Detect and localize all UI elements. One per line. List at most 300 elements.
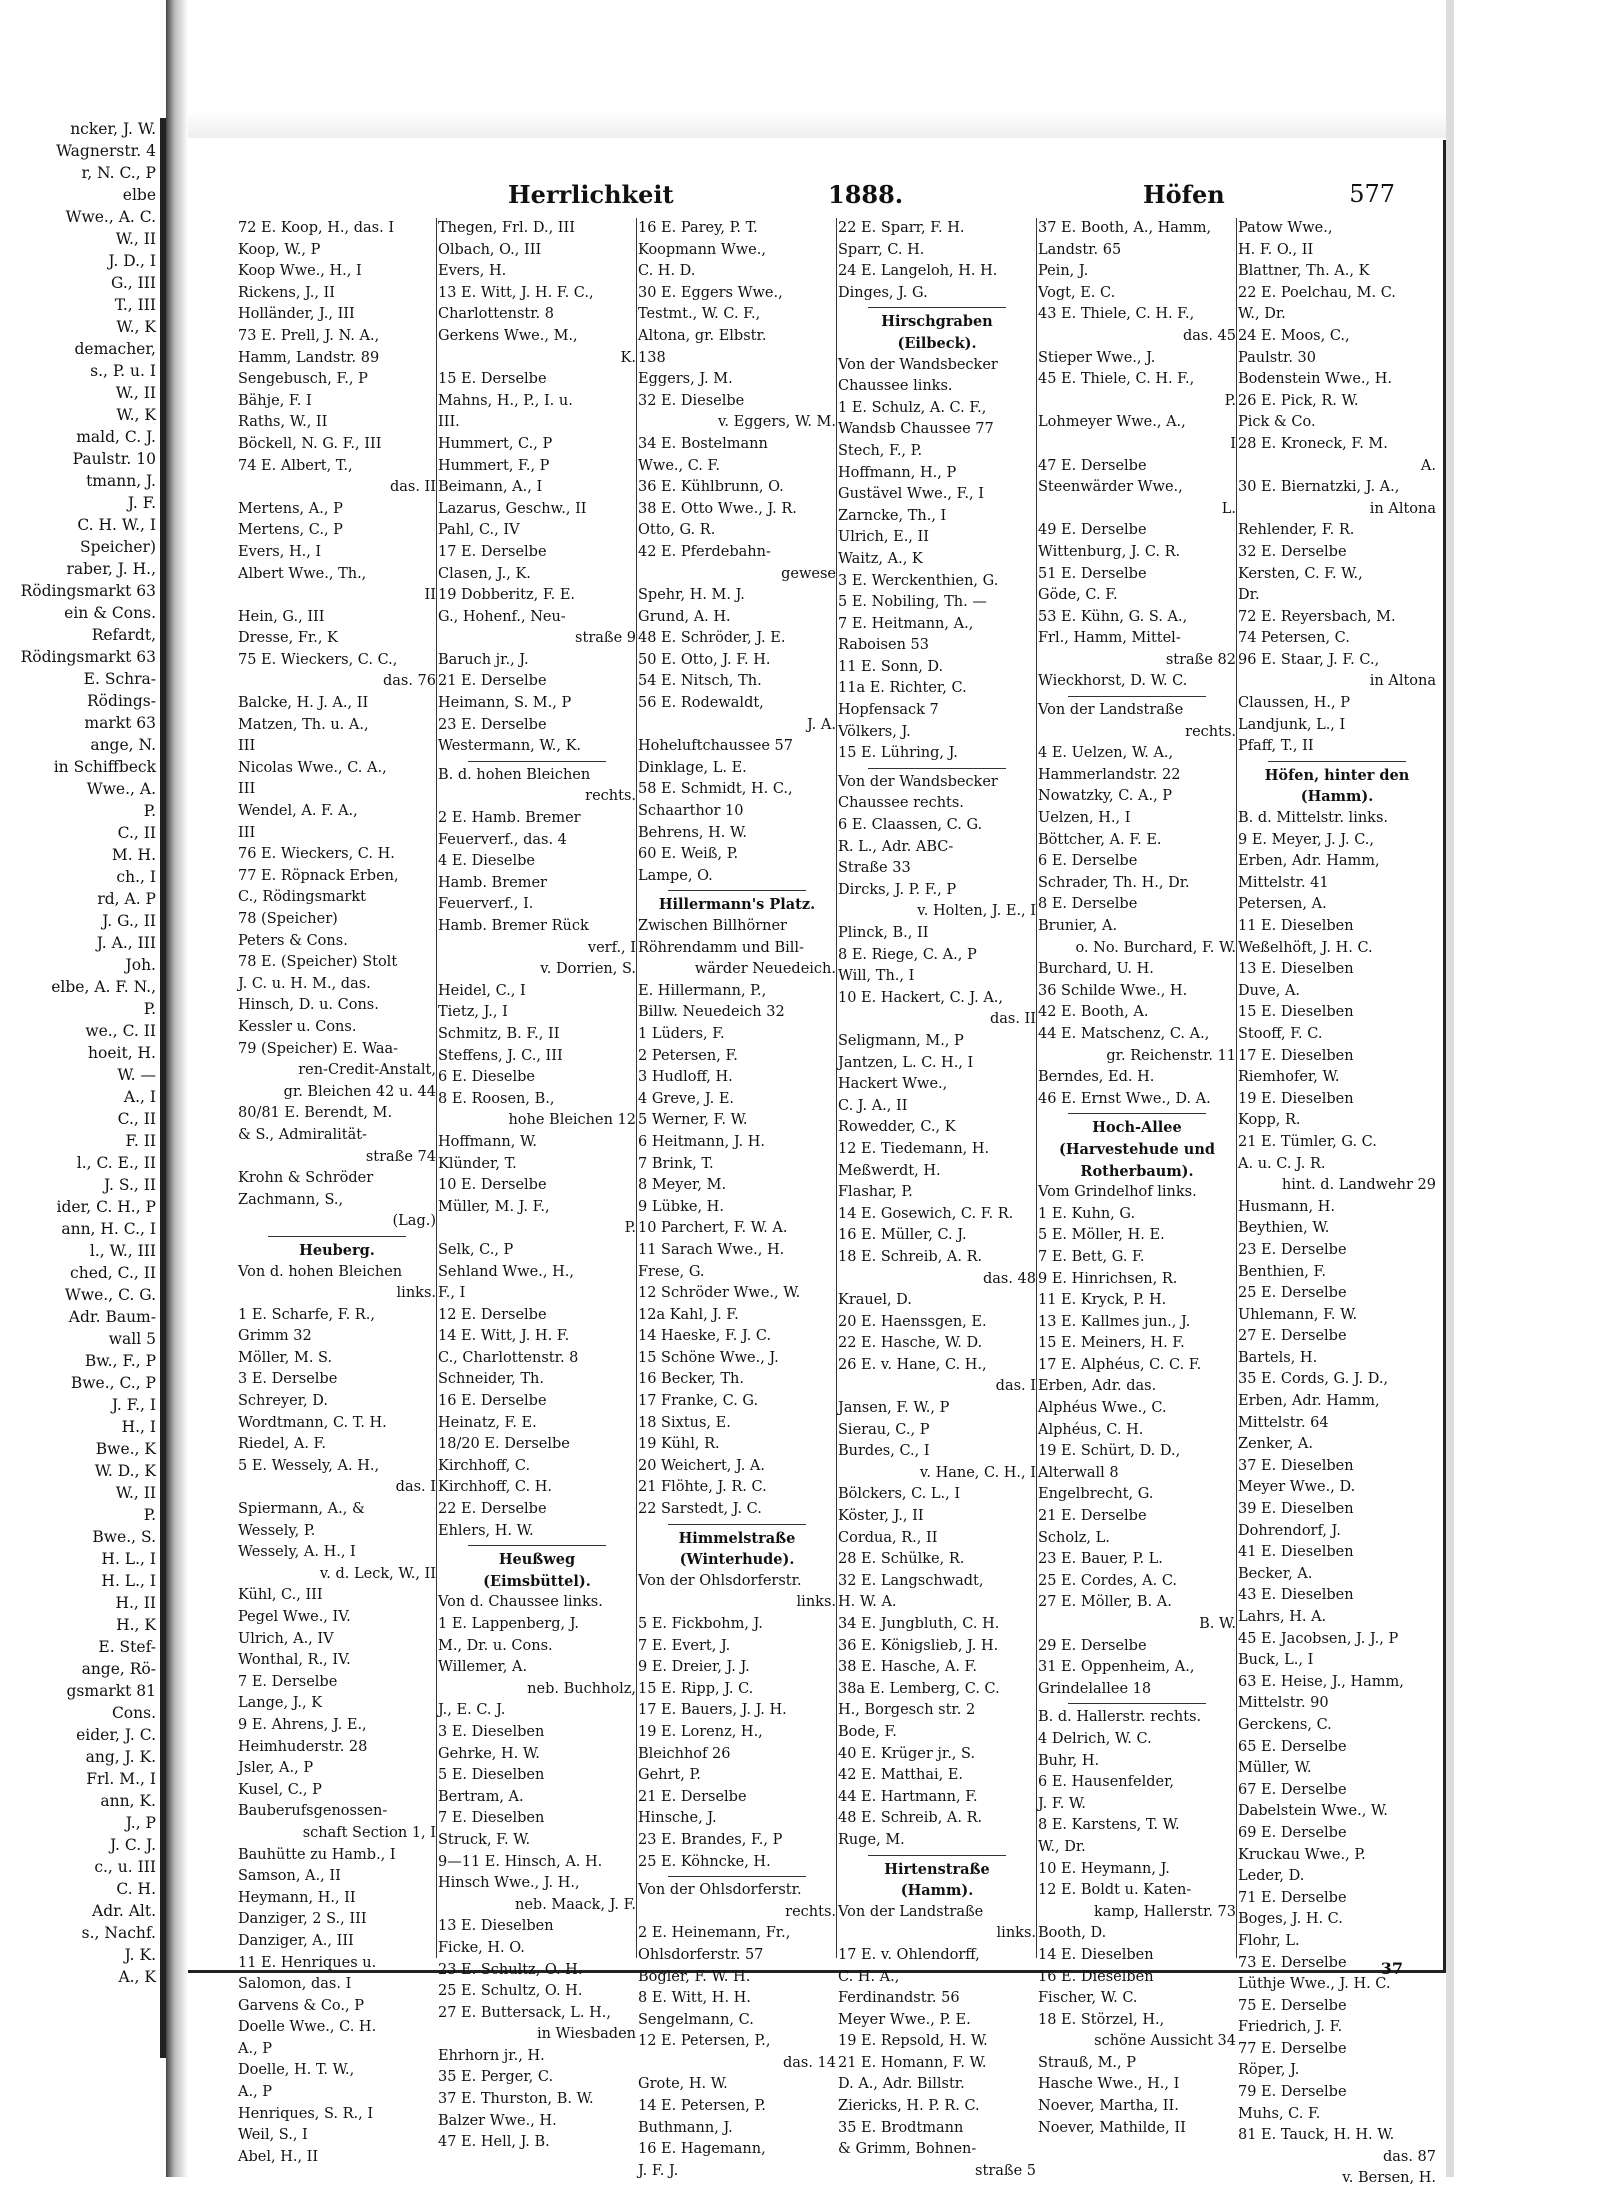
prev-page-line: C., II	[117, 824, 156, 842]
directory-entry: 38 E. Otto Wwe., J. R.	[638, 500, 797, 517]
directory-entry: 23 E. Derselbe	[438, 716, 547, 733]
prev-page-line: J. D., I	[108, 252, 156, 270]
directory-entry: Grund, A. H.	[638, 608, 731, 625]
prev-page-line: H., K	[116, 1616, 156, 1634]
directory-entry: 20 Weichert, J. A.	[638, 1457, 766, 1474]
directory-entry: Selk, C., P	[438, 1241, 514, 1258]
directory-entry: v. Dorrien, S.	[540, 961, 636, 978]
directory-entry: Vom Grindelhof links.	[1038, 1184, 1197, 1201]
directory-entry: Feuerverf., I.	[438, 896, 534, 913]
directory-entry: v. Eggers, W. M.	[717, 414, 836, 431]
directory-entry: Westermann, W., K.	[438, 738, 582, 755]
directory-entry: 9 E. Hinrichsen, R.	[1038, 1270, 1178, 1287]
directory-entry: Bähje, F. I	[238, 392, 312, 409]
directory-entry: Zenker, A.	[1238, 1436, 1313, 1453]
directory-entry: 11 Sarach Wwe., H.	[638, 1241, 785, 1258]
directory-entry: v. d. Leck, W., II	[319, 1565, 436, 1582]
directory-entry: Rehlender, F. R.	[1238, 522, 1355, 539]
section-divider	[1268, 761, 1406, 762]
directory-entry: Ehlers, H. W.	[438, 1522, 534, 1539]
directory-entry: Wittenburg, J. C. R.	[1038, 543, 1181, 560]
directory-entry: 56 E. Rodewaldt,	[638, 695, 764, 712]
prev-page-line: E. Stef-	[98, 1638, 156, 1656]
directory-entry: 47 E. Derselbe	[1038, 457, 1147, 474]
directory-entry: rechts.	[585, 788, 636, 805]
directory-entry: Heimann, S. M., P	[438, 695, 572, 712]
directory-entry: Meßwerdt, H.	[838, 1162, 941, 1179]
directory-entry: Will, Th., I	[838, 968, 915, 985]
directory-entry: Doelle Wwe., C. H.	[238, 2019, 377, 2036]
directory-entry: Rickens, J., II	[238, 284, 336, 301]
directory-entry: 15 E. Ripp, J. C.	[638, 1680, 754, 1697]
directory-entry: 44 E. Matschenz, C. A.,	[1038, 1025, 1210, 1042]
directory-columns	[238, 218, 1438, 2187]
directory-entry: 36 E. Königslieb, J. H.	[838, 1637, 999, 1654]
directory-entry: Jsler, A., P	[238, 1760, 314, 1777]
directory-entry: Ulrich, E., II	[838, 529, 929, 546]
prev-page-line: mald, C. J.	[76, 428, 156, 446]
directory-entry: Buhr, H.	[1038, 1752, 1100, 1769]
directory-entry: Böckell, N. G. F., III	[238, 435, 382, 452]
directory-entry: o. No. Burchard, F. W.	[1075, 939, 1236, 956]
directory-entry: Hamm, Landstr. 89	[238, 349, 380, 366]
directory-entry: 16 E. Derselbe	[438, 1393, 547, 1410]
directory-entry: 16 E. Hagemann,	[638, 2141, 766, 2158]
street-heading: Heußweg	[498, 1551, 576, 1569]
directory-entry: Hoheluftchaussee 57	[638, 738, 794, 755]
directory-entry: Böttcher, A. F. E.	[1038, 831, 1162, 848]
directory-entry: Lohmeyer Wwe., A.,	[1038, 414, 1186, 431]
directory-entry: Behrens, H. W.	[638, 824, 747, 841]
prev-page-line: W., K	[116, 406, 156, 424]
directory-entry: Struck, F. W.	[438, 1831, 531, 1848]
directory-entry: gr. Reichenstr. 11	[1106, 1047, 1236, 1064]
street-heading: (Hamm).	[1300, 788, 1374, 806]
directory-entry: 21 E. Derselbe	[638, 1788, 747, 1805]
directory-entry: 1 E. Lappenberg, J.	[438, 1616, 579, 1632]
directory-entry: Ziericks, H. P. R. C.	[838, 2098, 980, 2115]
directory-entry: Kirchhoff, C.	[438, 1457, 531, 1474]
directory-entry: (Lag.)	[392, 1213, 436, 1230]
directory-entry: D. A., Adr. Billstr.	[838, 2076, 965, 2093]
directory-entry: 11 E. Henriques u.	[238, 1954, 377, 1971]
directory-entry: Krohn & Schröder	[238, 1170, 374, 1187]
prev-page-line: ider, C. H., P	[56, 1198, 156, 1216]
directory-entry: das. I	[395, 1479, 436, 1496]
directory-entry: Meyer Wwe., D.	[1238, 1479, 1356, 1496]
directory-entry: 3 E. Werckenthien, G.	[838, 572, 999, 589]
directory-entry: Holländer, J., III	[238, 306, 355, 323]
directory-entry: Sierau, C., P	[838, 1421, 930, 1438]
directory-entry: Hasche Wwe., H., I	[1038, 2076, 1180, 2093]
directory-entry: das. 45	[1182, 327, 1236, 344]
page-number: 577	[1349, 180, 1395, 208]
prev-page-line: Rödingsmarkt 63	[20, 648, 156, 666]
directory-entry: Ohlsdorferstr. 57	[638, 1946, 764, 1963]
column-3	[638, 218, 837, 2179]
directory-entry: 9 Lübke, H.	[638, 1198, 724, 1215]
directory-entry: links.	[396, 1285, 436, 1302]
street-heading: Himmelstraße	[678, 1529, 796, 1547]
directory-entry: 27 E. Derselbe	[1238, 1328, 1347, 1345]
directory-entry: Bertram, A.	[438, 1788, 524, 1805]
directory-entry: Kruckau Wwe., P.	[1238, 1846, 1366, 1863]
directory-entry: 29 E. Derselbe	[1038, 1637, 1147, 1654]
prev-page-line: J. C. J.	[110, 1836, 156, 1854]
directory-entry: Albert Wwe., Th.,	[238, 565, 367, 582]
street-heading: Rotherbaum).	[1080, 1162, 1194, 1180]
directory-entry: C. H. D.	[638, 263, 696, 280]
directory-entry: 80/81 E. Berendt, M.	[238, 1105, 393, 1122]
directory-entry: Grote, H. W.	[638, 2076, 728, 2093]
column-5	[1038, 218, 1237, 2136]
directory-entry: 10 Parchert, F. W. A.	[638, 1220, 788, 1237]
directory-entry: 10 E. Hackert, C. J. A.,	[838, 989, 1004, 1006]
street-heading: (Hamm).	[900, 1882, 974, 1900]
directory-entry: Petersen, A.	[1238, 896, 1327, 913]
directory-entry: 34 E. Bostelmann	[638, 435, 768, 452]
directory-entry: Heymann, H., II	[238, 1889, 356, 1906]
directory-entry: 32 E. Langschwadt,	[838, 1572, 984, 1589]
directory-entry: Hummert, F., P	[438, 457, 550, 474]
directory-entry: Otto, G. R.	[638, 522, 716, 539]
directory-entry: 72 E. Koop, H., das. I	[238, 220, 395, 236]
directory-entry: 2 E. Heinemann, Fr.,	[638, 1925, 791, 1942]
directory-entry: Gustävel Wwe., F., I	[838, 486, 984, 503]
directory-entry: Hinsch Wwe., J. H.,	[438, 1875, 580, 1892]
prev-page-line: Bwe., K	[95, 1440, 156, 1458]
directory-entry: Boges, J. H. C.	[1238, 1911, 1343, 1928]
directory-entry: Bogler, F. W. H.	[638, 1968, 751, 1985]
directory-entry: Husmann, H.	[1238, 1198, 1335, 1215]
prev-page-line: G., III	[111, 274, 156, 292]
street-heading: Hirtenstraße	[884, 1860, 990, 1878]
prev-page-line: gsmarkt 81	[66, 1682, 156, 1700]
directory-entry: Ferdinandstr. 56	[838, 1990, 960, 2007]
directory-entry: Koop Wwe., H., I	[238, 263, 362, 280]
directory-entry: 13 E. Kallmes jun., J.	[1038, 1313, 1191, 1330]
directory-entry: Frese, G.	[638, 1263, 705, 1280]
directory-entry: III	[238, 824, 256, 841]
prev-page-line: in Schiffbeck	[53, 758, 156, 776]
directory-entry: 32 E. Derselbe	[1238, 543, 1347, 560]
directory-entry: 19 Kühl, R.	[638, 1436, 720, 1453]
directory-entry: Schneider, Th.	[438, 1371, 544, 1388]
prev-page-line: Adr. Alt.	[92, 1902, 156, 1920]
directory-entry: gr. Bleichen 42 u. 44	[283, 1083, 436, 1100]
prev-page-line: elbe	[122, 186, 156, 204]
directory-entry: 11a E. Richter, C.	[838, 680, 967, 697]
signature-mark: 37	[1380, 1959, 1403, 1978]
directory-entry: Dircks, J. P. F., P	[838, 881, 957, 898]
directory-entry: 81 E. Tauck, H. H. W.	[1238, 2127, 1395, 2144]
directory-entry: Kusel, C., P	[238, 1781, 322, 1798]
running-header	[188, 180, 1443, 214]
directory-entry: 10 E. Derselbe	[438, 1177, 547, 1194]
directory-entry: K.	[620, 349, 636, 366]
directory-entry: Friedrich, J. F.	[1238, 2019, 1343, 2036]
directory-entry: Olbach, O., III	[438, 241, 542, 258]
directory-entry: Dohrendorf, J.	[1238, 1522, 1341, 1539]
directory-entry: Hoffmann, W.	[438, 1133, 537, 1150]
prev-page-line: H., II	[115, 1594, 156, 1612]
directory-entry: Matzen, Th. u. A.,	[238, 716, 369, 733]
directory-entry: Sengelmann, C.	[638, 2011, 754, 2028]
directory-entry: Noever, Mathilde, II	[1038, 2119, 1186, 2136]
directory-entry: 48 E. Schröder, J. E.	[638, 630, 786, 647]
directory-entry: 6 E. Derselbe	[1038, 853, 1138, 870]
directory-entry: 15 E. Meiners, H. F.	[1038, 1335, 1185, 1352]
section-divider	[468, 761, 606, 762]
directory-entry: III	[238, 781, 256, 798]
prev-page-line: elbe, A. F. N.,	[51, 978, 156, 996]
directory-entry: Möller, M. S.	[238, 1349, 333, 1366]
directory-entry: Wwe., C. F.	[638, 457, 720, 474]
directory-entry: 71 E. Derselbe	[1238, 1889, 1347, 1906]
directory-entry: Tietz, J., I	[438, 1004, 508, 1021]
directory-entry: Köster, J., II	[838, 1508, 924, 1525]
directory-entry: Raths, W., II	[238, 414, 328, 431]
directory-entry: 4 Greve, J. E.	[638, 1090, 735, 1107]
directory-entry: Uhlemann, F. W.	[1238, 1306, 1358, 1323]
directory-entry: Von d. Chaussee links.	[438, 1594, 603, 1611]
directory-entry: 19 E. Schürt, D. D.,	[1038, 1443, 1181, 1460]
directory-entry: J. F. W.	[1038, 1795, 1086, 1812]
directory-entry: 28 E. Schülke, R.	[838, 1551, 965, 1568]
directory-entry: Von der Landstraße	[838, 1903, 984, 1920]
directory-entry: 45 E. Thiele, C. H. F.,	[1038, 371, 1195, 388]
directory-entry: B. d. Hallerstr. rechts.	[1038, 1709, 1202, 1726]
directory-entry: das. 48	[982, 1270, 1036, 1287]
directory-entry: Sparr, C. H.	[838, 241, 925, 258]
directory-entry: C. H. A.,	[838, 1968, 900, 1985]
prev-page-line: C., II	[117, 1110, 156, 1128]
directory-entry: hint. d. Landwehr 29	[1281, 1177, 1436, 1194]
directory-entry: Vogt, E. C.	[1038, 284, 1116, 301]
directory-entry: Göde, C. F.	[1038, 587, 1118, 604]
directory-entry: Waitz, A., K	[838, 550, 923, 567]
directory-entry: 22 E. Hasche, W. D.	[838, 1335, 983, 1352]
prev-page-line: W., II	[115, 1484, 156, 1502]
directory-entry: 42 E. Booth, A.	[1038, 1004, 1149, 1021]
directory-entry: Pick & Co.	[1238, 414, 1316, 431]
directory-entry: 1 E. Kuhn, G.	[1038, 1205, 1136, 1222]
directory-entry: 2 Petersen, F.	[638, 1047, 738, 1064]
directory-entry: Spehr, H. M. J.	[638, 587, 745, 604]
directory-entry: Garvens & Co., P	[238, 1997, 364, 2014]
directory-entry: kamp, Hallerstr. 73	[1093, 1903, 1236, 1920]
directory-entry: 25 E. Derselbe	[1238, 1285, 1347, 1302]
directory-entry: 36 E. Kühlbrunn, O.	[638, 479, 784, 496]
directory-entry: 3 Hudloff, H.	[638, 1069, 733, 1086]
prev-page-line: J. A., III	[96, 934, 156, 952]
directory-entry: 25 E. Cordes, A. C.	[1038, 1572, 1178, 1589]
directory-entry: Pfaff, T., II	[1238, 738, 1314, 755]
directory-entry: neb. Buchholz,	[527, 1680, 636, 1697]
directory-entry: 5 E. Möller, H. E.	[1038, 1227, 1165, 1244]
column-1	[238, 218, 437, 2165]
directory-entry: Doelle, H. T. W.,	[238, 2062, 355, 2079]
directory-entry: 22 Sarstedt, J. C.	[638, 1501, 762, 1518]
directory-entry: 19 Dobberitz, F. E.	[438, 587, 576, 604]
directory-entry: 4 Delrich, W. C.	[1038, 1730, 1152, 1747]
directory-entry: 19 E. Dieselben	[1238, 1090, 1354, 1107]
directory-entry: Von der Landstraße	[1038, 702, 1184, 719]
directory-entry: II	[424, 587, 436, 604]
directory-entry: 21 Flöhte, J. R. C.	[638, 1479, 767, 1496]
directory-entry: Ehrhorn jr., H.	[438, 2047, 545, 2064]
directory-entry: Frl., Hamm, Mittel-	[1038, 630, 1181, 647]
prev-page-line: Joh.	[125, 956, 156, 974]
directory-entry: hohe Bleichen 12	[508, 1112, 636, 1129]
directory-entry: Flashar, P.	[838, 1184, 913, 1201]
directory-entry: 17 E. Dieselben	[1238, 1047, 1354, 1064]
directory-entry: 15 Schöne Wwe., J.	[638, 1349, 779, 1366]
directory-entry: 6 E. Claassen, C. G.	[838, 817, 983, 834]
directory-entry: Sengebusch, F., P	[238, 371, 368, 388]
prev-page-line: Paulstr. 10	[72, 450, 156, 468]
directory-entry: 3 E. Dieselben	[438, 1723, 545, 1740]
prev-page-line: J. S., II	[104, 1176, 156, 1194]
directory-entry: Burchard, U. H.	[1038, 961, 1154, 978]
directory-entry: W., Dr.	[1038, 1838, 1086, 1855]
directory-entry: 8 E. Derselbe	[1038, 896, 1138, 913]
prev-page-line: P.	[143, 1506, 156, 1524]
directory-entry: 69 E. Derselbe	[1238, 1824, 1347, 1841]
directory-entry: Pahl, C., IV	[438, 522, 520, 539]
directory-entry: 12 E. Petersen, P.,	[638, 2033, 771, 2050]
directory-entry: Schaarthor 10	[638, 803, 744, 820]
directory-entry: Von der Wandsbecker	[838, 773, 998, 790]
header-year: 1888.	[828, 180, 904, 209]
directory-entry: III	[238, 738, 256, 755]
directory-entry: 7 E. Bett, G. F.	[1038, 1248, 1145, 1265]
directory-entry: Clasen, J., K.	[438, 565, 531, 582]
directory-entry: ren-Credit-Anstalt,	[298, 1062, 436, 1079]
directory-entry: 51 E. Derselbe	[1038, 565, 1147, 582]
prev-page-line: s., Nachf.	[81, 1924, 156, 1942]
directory-entry: Erben, Adr. das.	[1038, 1378, 1157, 1395]
directory-entry: Heinatz, F. E.	[438, 1414, 537, 1431]
directory-entry: Röper, J.	[1238, 2062, 1300, 2079]
directory-entry: 30 E. Biernatzki, J. A.,	[1238, 479, 1400, 496]
directory-entry: Hinsch, D. u. Cons.	[238, 997, 379, 1014]
directory-entry: Bleichhof 26	[638, 1745, 731, 1762]
directory-entry: 8 Meyer, M.	[638, 1177, 727, 1194]
directory-entry: Bölckers, C. L., I	[838, 1486, 961, 1503]
directory-entry: Stooff, F. C.	[1238, 1025, 1323, 1042]
header-street-left: Herrlichkeit	[508, 180, 674, 209]
directory-entry: 5 E. Nobiling, Th. —	[838, 594, 987, 611]
directory-entry: Weßelhöft, J. H. C.	[1238, 939, 1373, 956]
directory-entry: 34 E. Jungbluth, C. H.	[838, 1616, 1000, 1632]
directory-entry: 18 E. Schreib, A. R.	[838, 1248, 983, 1265]
directory-entry: 5 Werner, F. W.	[638, 1112, 748, 1129]
directory-entry: Duve, A.	[1238, 982, 1301, 999]
directory-entry: I	[1230, 435, 1236, 452]
directory-entry: 43 E. Dieselben	[1238, 1587, 1354, 1604]
directory-entry: 60 E. Weiß, P.	[638, 846, 739, 863]
directory-entry: rechts.	[785, 1903, 836, 1920]
directory-entry: Raboisen 53	[838, 637, 929, 654]
directory-entry: Wonthal, R., IV.	[238, 1652, 351, 1669]
header-street-right: Höfen	[1143, 180, 1225, 209]
directory-entry: 28 E. Kroneck, F. M.	[1238, 435, 1388, 452]
directory-entry: B. W.	[1199, 1616, 1236, 1632]
prev-page-line: J. F.	[127, 494, 156, 512]
directory-entry: Beythien, W.	[1238, 1220, 1330, 1237]
prev-page-line: c., u. III	[94, 1858, 156, 1876]
directory-entry: Kessler u. Cons.	[238, 1018, 357, 1035]
directory-entry: Riedel, A. F.	[238, 1436, 326, 1453]
prev-page-line: raber, J. H.,	[66, 560, 156, 578]
directory-entry: 17 E. Alphéus, C. C. F.	[1038, 1356, 1202, 1373]
directory-entry: Hinsche, J.	[638, 1810, 717, 1827]
directory-entry: Lange, J., K	[238, 1695, 323, 1712]
directory-entry: 19 E. Lorenz, H.,	[638, 1723, 763, 1740]
directory-entry: Leder, D.	[1238, 1868, 1305, 1885]
directory-entry: 23 E. Schultz, O. H.	[438, 1961, 583, 1978]
directory-entry: Plinck, B., II	[838, 925, 929, 941]
prev-page-line: Refardt,	[91, 626, 156, 644]
directory-entry: 21 E. Derselbe	[438, 673, 547, 690]
directory-entry: Bodenstein Wwe., H.	[1238, 371, 1392, 388]
previous-page-fragment	[0, 118, 166, 2058]
directory-entry: 21 E. Derselbe	[1038, 1508, 1147, 1525]
directory-entry: Altona, gr. Elbstr.	[638, 327, 767, 344]
directory-entry: das. II	[389, 479, 436, 496]
prev-page-line: Speicher)	[80, 538, 156, 556]
directory-entry: 49 E. Derselbe	[1038, 522, 1147, 539]
directory-entry: Mertens, A., P	[238, 500, 343, 517]
directory-entry: Steenwärder Wwe.,	[1038, 479, 1183, 496]
directory-entry: Salomon, das. I	[238, 1976, 352, 1993]
directory-entry: 47 E. Hell, J. B.	[438, 2134, 550, 2151]
directory-entry: straße 82	[1165, 651, 1236, 668]
directory-entry: wärder Neuedeich.	[694, 961, 836, 978]
section-divider	[1068, 1113, 1206, 1114]
directory-entry: Gehrke, H. W.	[438, 1745, 540, 1762]
prev-page-line: Rödingsmarkt 63	[20, 582, 156, 600]
directory-entry: Erben, Adr. Hamm,	[1238, 853, 1380, 870]
directory-entry: 37 E. Thurston, B. W.	[438, 2091, 594, 2108]
directory-entry: 5 E. Fickbohm, J.	[638, 1616, 763, 1632]
directory-entry: Burdes, C., I	[838, 1443, 930, 1460]
directory-entry: Seligmann, M., P	[838, 1032, 964, 1049]
street-heading: Hirschgraben	[881, 313, 993, 331]
directory-entry: 63 E. Heise, J., Hamm,	[1238, 1673, 1404, 1690]
directory-entry: 9 E. Dreier, J. J.	[638, 1659, 750, 1676]
directory-entry: 77 E. Röpnack Erben,	[238, 867, 399, 884]
prev-page-line: M. H.	[111, 846, 156, 864]
directory-entry: 138	[638, 349, 666, 366]
directory-entry: 8 E. Karstens, T. W.	[1038, 1817, 1180, 1834]
prev-page-line: J. F., I	[111, 1396, 156, 1414]
directory-entry: Klünder, T.	[438, 1155, 517, 1172]
directory-entry: 18 Sixtus, E.	[638, 1414, 731, 1431]
directory-entry: 1 Lüders, F.	[638, 1025, 725, 1042]
directory-entry: 14 E. Dieselben	[1038, 1946, 1154, 1963]
directory-entry: 4 E. Uelzen, W. A.,	[1038, 745, 1174, 762]
directory-entry: 76 E. Wieckers, C. H.	[238, 846, 395, 863]
directory-entry: Mertens, C., P	[238, 522, 343, 539]
directory-entry: 67 E. Derselbe	[1238, 1781, 1347, 1798]
prev-page-line: P.	[143, 802, 156, 820]
directory-entry: Blattner, Th. A., K	[1238, 263, 1370, 280]
directory-entry: Strauß, M., P	[1038, 2054, 1137, 2071]
directory-entry: Völkers, J.	[838, 723, 911, 740]
directory-entry: Koop, W., P	[238, 241, 321, 258]
